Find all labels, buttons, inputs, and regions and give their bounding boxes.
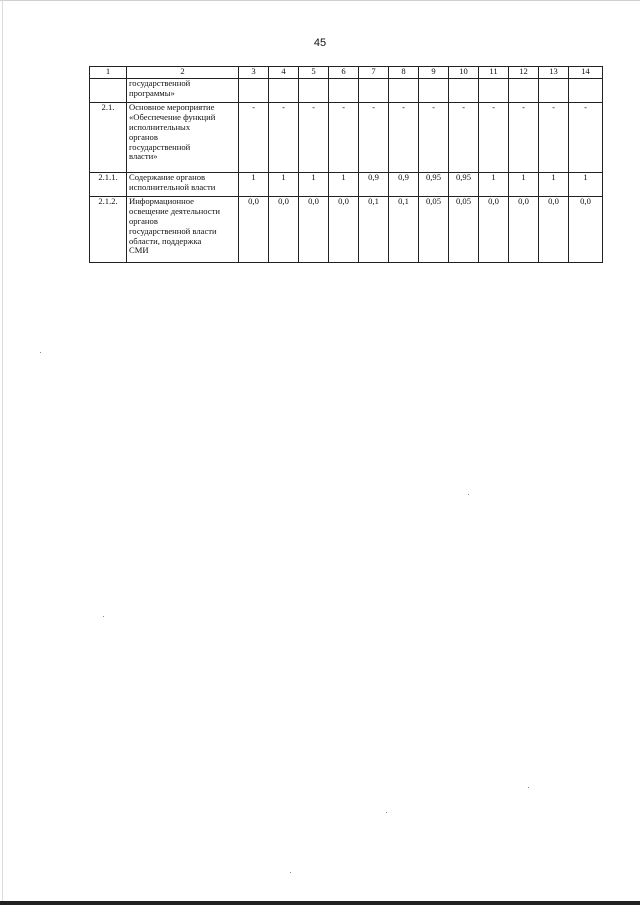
value-cell: 0,0	[509, 197, 539, 263]
value-cell: -	[509, 103, 539, 173]
column-header: 9	[419, 67, 449, 79]
column-header: 6	[329, 67, 359, 79]
row-name-line: государственной	[129, 78, 191, 88]
column-header: 7	[359, 67, 389, 79]
value-cell: 1	[509, 173, 539, 197]
table-body	[90, 79, 603, 263]
row-name-line: органов	[129, 215, 158, 226]
column-header: 1	[90, 67, 127, 79]
table-row	[90, 79, 603, 103]
column-header: 8	[389, 67, 419, 79]
value-cell	[569, 79, 603, 103]
value-cell	[299, 79, 329, 103]
value-cell: 0,0	[329, 197, 359, 263]
row-name-line: области, поддержка	[129, 235, 202, 246]
column-header: 14	[569, 67, 603, 79]
row-name-line: СМИ	[129, 245, 149, 256]
row-name-line: государственной	[129, 141, 191, 152]
value-cell	[419, 79, 449, 103]
value-cell: 0,0	[569, 197, 603, 263]
value-cell	[389, 79, 419, 103]
row-number-cell: 2.1.	[90, 103, 127, 173]
scan-edge-left	[2, 0, 3, 905]
column-header: 11	[479, 67, 509, 79]
value-cell	[539, 79, 569, 103]
row-name-line: органов	[129, 131, 158, 142]
table-row	[90, 173, 603, 197]
page-number: 45	[313, 37, 327, 49]
row-number-cell: 2.1.2.	[90, 197, 127, 263]
value-cell: 0,1	[389, 197, 419, 263]
value-cell: 1	[239, 173, 269, 197]
row-name-line: программы»	[129, 87, 175, 98]
scan-speck	[528, 787, 529, 788]
value-cell: 0,0	[269, 197, 299, 263]
value-cell	[269, 79, 299, 103]
row-name-line: исполнительной власти	[129, 181, 216, 192]
value-cell: 1	[299, 173, 329, 197]
value-cell: -	[299, 103, 329, 173]
value-cell: 0,95	[419, 173, 449, 197]
column-header: 3	[239, 67, 269, 79]
value-cell: 0,0	[239, 197, 269, 263]
table-header-row	[90, 67, 603, 79]
value-cell	[449, 79, 479, 103]
value-cell	[329, 79, 359, 103]
value-cell: 1	[569, 173, 603, 197]
scan-speck	[290, 872, 291, 873]
row-name-line: государственной власти	[129, 225, 217, 236]
value-cell: 0,0	[479, 197, 509, 263]
value-cell: -	[329, 103, 359, 173]
row-name-cell	[127, 173, 239, 197]
value-cell: 1	[479, 173, 509, 197]
value-cell: -	[479, 103, 509, 173]
value-cell: 0,9	[359, 173, 389, 197]
value-cell	[239, 79, 269, 103]
value-cell: 0,0	[299, 197, 329, 263]
row-name-line: Содержание органов	[129, 172, 206, 182]
value-cell: -	[419, 103, 449, 173]
value-cell	[479, 79, 509, 103]
value-cell: -	[569, 103, 603, 173]
value-cell: -	[539, 103, 569, 173]
scan-speck	[468, 494, 469, 495]
value-cell: 0,95	[449, 173, 479, 197]
value-cell: 0,05	[449, 197, 479, 263]
row-name-cell	[127, 103, 239, 173]
value-cell: 0,1	[359, 197, 389, 263]
column-header: 10	[449, 67, 479, 79]
row-name-cell	[127, 79, 239, 103]
column-header: 5	[299, 67, 329, 79]
scan-edge-bottom	[0, 901, 640, 905]
value-cell	[509, 79, 539, 103]
indicator-table	[89, 66, 603, 263]
row-name-line: исполнительных	[129, 121, 191, 132]
column-header: 12	[509, 67, 539, 79]
value-cell: 1	[269, 173, 299, 197]
column-header: 13	[539, 67, 569, 79]
value-cell: -	[269, 103, 299, 173]
value-cell: 1	[539, 173, 569, 197]
scan-speck	[40, 352, 41, 353]
value-cell: -	[239, 103, 269, 173]
value-cell: -	[389, 103, 419, 173]
row-name-line: Основное мероприятие	[129, 102, 215, 112]
value-cell: 0,05	[419, 197, 449, 263]
scan-speck	[103, 616, 104, 617]
row-name-line: освещение деятельности	[129, 205, 220, 216]
table-row	[90, 197, 603, 263]
column-header: 2	[127, 67, 239, 79]
row-name-cell	[127, 197, 239, 263]
row-name-line: «Обеспечение функций	[129, 111, 216, 122]
row-number-cell: 2.1.1.	[90, 173, 127, 197]
row-name-line: власти»	[129, 151, 158, 162]
value-cell	[359, 79, 389, 103]
row-name-line: Информационное	[129, 196, 194, 206]
scan-edge-top	[0, 0, 640, 1]
column-header: 4	[269, 67, 299, 79]
value-cell: -	[449, 103, 479, 173]
value-cell: 1	[329, 173, 359, 197]
value-cell: -	[359, 103, 389, 173]
value-cell: 0,9	[389, 173, 419, 197]
value-cell: 0,0	[539, 197, 569, 263]
row-number-cell	[90, 79, 127, 103]
table-row	[90, 103, 603, 173]
scan-speck	[386, 812, 387, 813]
